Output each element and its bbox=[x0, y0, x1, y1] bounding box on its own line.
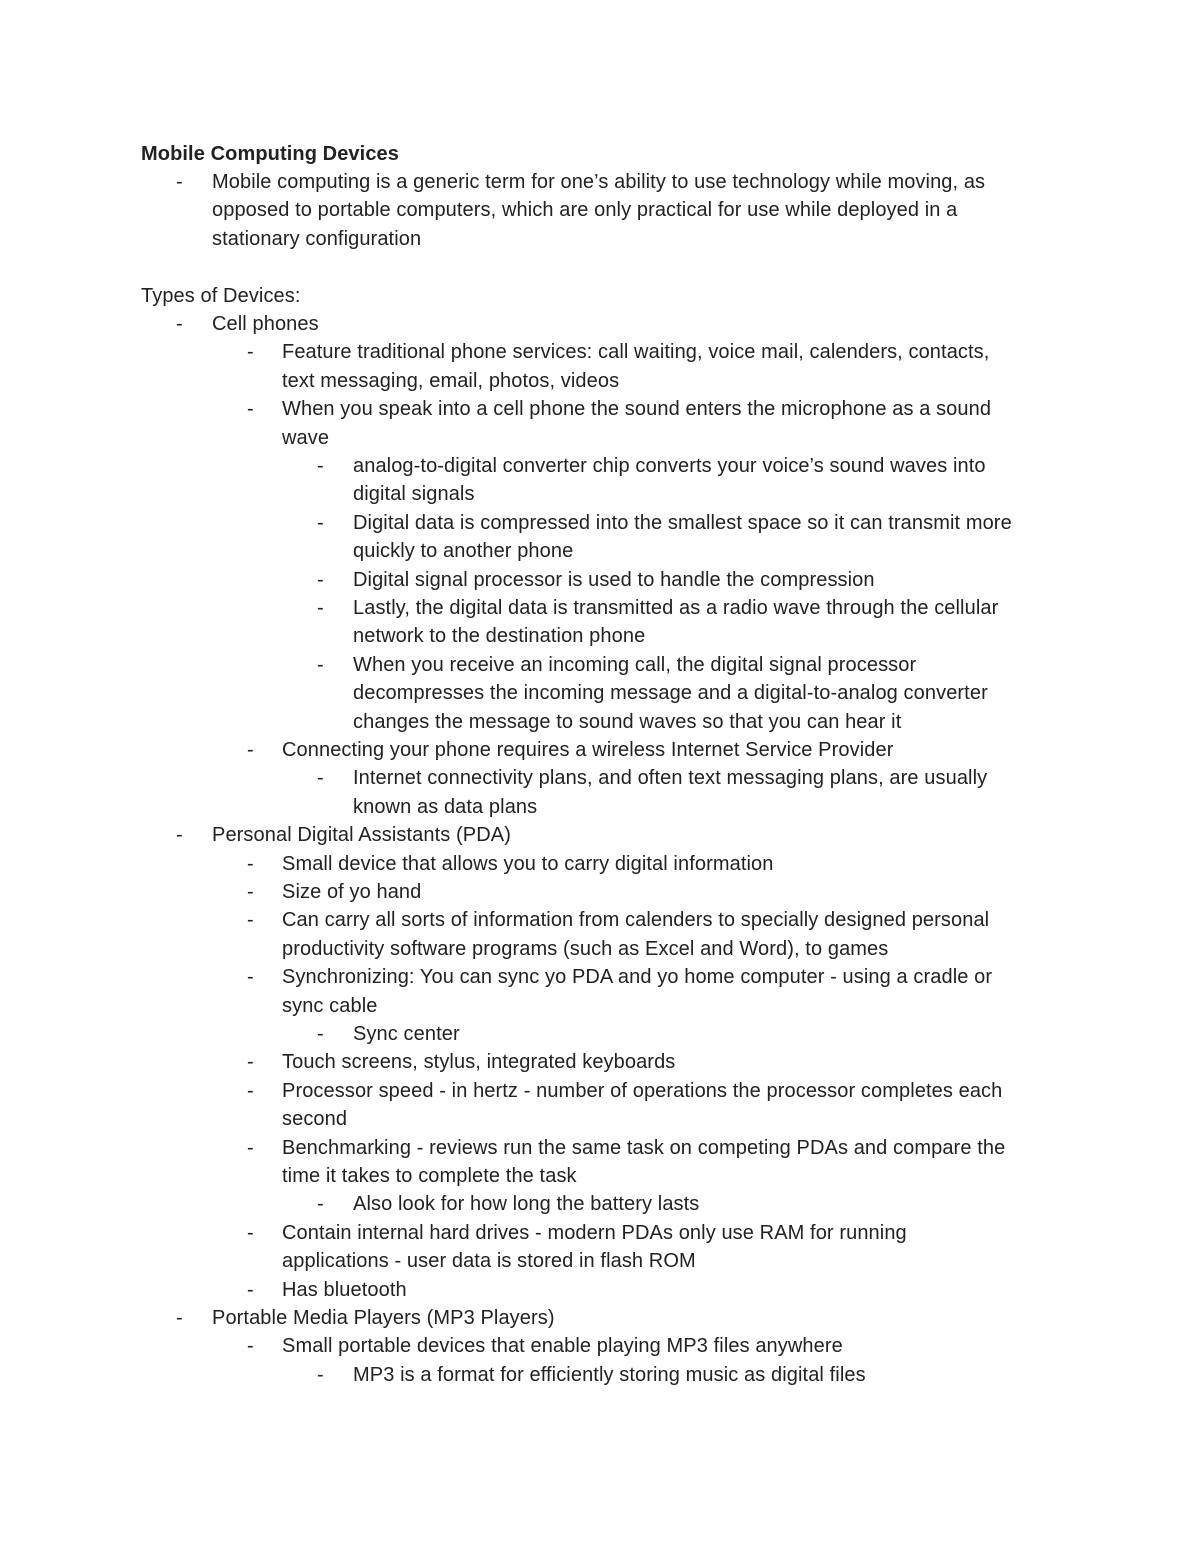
bullet-dash: - bbox=[176, 1307, 183, 1329]
list-item-text: Digital data is compressed into the smallest space so it can transmit more bbox=[353, 512, 1012, 534]
section-heading: Types of Devices: bbox=[141, 285, 301, 307]
bullet-dash: - bbox=[176, 313, 183, 335]
list-item-text: time it takes to complete the task bbox=[282, 1165, 577, 1187]
list-item-text: Benchmarking - reviews run the same task on competing PDAs and compare the bbox=[282, 1137, 1006, 1159]
bullet-dash: - bbox=[317, 1023, 324, 1045]
bullet-dash: - bbox=[317, 455, 324, 477]
list-item-text: Sync center bbox=[353, 1023, 460, 1045]
list-item-text: applications - user data is stored in flash ROM bbox=[282, 1250, 696, 1272]
list-item-text: Can carry all sorts of information from calenders to specially designed personal bbox=[282, 909, 990, 931]
list-item-text: known as data plans bbox=[353, 796, 538, 818]
list-item-text: changes the message to sound waves so that you can hear it bbox=[353, 711, 902, 733]
list-item-text: When you receive an incoming call, the digital signal processor bbox=[353, 654, 917, 676]
bullet-dash: - bbox=[176, 171, 183, 193]
bullet-dash: - bbox=[247, 881, 254, 903]
list-item-text: digital signals bbox=[353, 483, 475, 505]
bullet-dash: - bbox=[317, 767, 324, 789]
bullet-dash: - bbox=[247, 909, 254, 931]
list-item-text: productivity software programs (such as Excel and Word), to games bbox=[282, 938, 889, 960]
bullet-dash: - bbox=[317, 569, 324, 591]
list-item-text: network to the destination phone bbox=[353, 625, 646, 647]
list-item-text: Also look for how long the battery lasts bbox=[353, 1193, 700, 1215]
list-item-text: stationary configuration bbox=[212, 228, 422, 250]
list-item-text: Cell phones bbox=[212, 313, 319, 335]
bullet-dash: - bbox=[317, 512, 324, 534]
list-item-text: Feature traditional phone services: call waiting, voice mail, calenders, contacts, bbox=[282, 341, 990, 363]
bullet-dash: - bbox=[247, 853, 254, 875]
list-item-text: Contain internal hard drives - modern PDAs only use RAM for running bbox=[282, 1222, 907, 1244]
bullet-dash: - bbox=[247, 1137, 254, 1159]
bullet-dash: - bbox=[317, 597, 324, 619]
bullet-dash: - bbox=[247, 1335, 254, 1357]
bullet-dash: - bbox=[247, 966, 254, 988]
list-item-text: When you speak into a cell phone the sound enters the microphone as a sound bbox=[282, 398, 992, 420]
list-item-text: analog-to-digital converter chip converts your voice’s sound waves into bbox=[353, 455, 986, 477]
list-item-text: Size of yo hand bbox=[282, 881, 422, 903]
bullet-dash: - bbox=[176, 824, 183, 846]
list-item-text: wave bbox=[282, 427, 330, 449]
list-item-text: Internet connectivity plans, and often text messaging plans, are usually bbox=[353, 767, 988, 789]
list-item-text: Processor speed - in hertz - number of operations the processor completes each bbox=[282, 1080, 1003, 1102]
list-item-text: Lastly, the digital data is transmitted as a radio wave through the cellular bbox=[353, 597, 999, 619]
list-item-text: decompresses the incoming message and a digital-to-analog converter bbox=[353, 682, 988, 704]
list-item-text: Small device that allows you to carry digital information bbox=[282, 853, 774, 875]
bullet-dash: - bbox=[317, 1193, 324, 1215]
bullet-dash: - bbox=[247, 398, 254, 420]
list-item-text: opposed to portable computers, which are only practical for use while deployed in a bbox=[212, 199, 958, 221]
bullet-dash: - bbox=[247, 1051, 254, 1073]
list-item-text: Digital signal processor is used to handle the compression bbox=[353, 569, 875, 591]
bullet-dash: - bbox=[247, 739, 254, 761]
bullet-dash: - bbox=[317, 1364, 324, 1386]
list-item-text: second bbox=[282, 1108, 348, 1130]
bullet-dash: - bbox=[247, 341, 254, 363]
bullet-dash: - bbox=[247, 1279, 254, 1301]
page-title: Mobile Computing Devices bbox=[141, 143, 399, 165]
bullet-dash: - bbox=[317, 654, 324, 676]
list-item-text: quickly to another phone bbox=[353, 540, 574, 562]
list-item-text: Touch screens, stylus, integrated keyboards bbox=[282, 1051, 676, 1073]
list-item-text: Has bluetooth bbox=[282, 1279, 407, 1301]
bullet-dash: - bbox=[247, 1080, 254, 1102]
list-item-text: sync cable bbox=[282, 995, 378, 1017]
bullet-dash: - bbox=[247, 1222, 254, 1244]
list-item-text: Small portable devices that enable playing MP3 files anywhere bbox=[282, 1335, 843, 1357]
list-item-text: Portable Media Players (MP3 Players) bbox=[212, 1307, 555, 1329]
list-item-text: text messaging, email, photos, videos bbox=[282, 370, 620, 392]
list-item-text: MP3 is a format for efficiently storing music as digital files bbox=[353, 1364, 866, 1386]
list-item-text: Synchronizing: You can sync yo PDA and yo home computer - using a cradle or bbox=[282, 966, 993, 988]
list-item-text: Personal Digital Assistants (PDA) bbox=[212, 824, 511, 846]
list-item-text: Mobile computing is a generic term for one’s ability to use technology while moving, as bbox=[212, 171, 986, 193]
list-item-text: Connecting your phone requires a wireless Internet Service Provider bbox=[282, 739, 894, 761]
